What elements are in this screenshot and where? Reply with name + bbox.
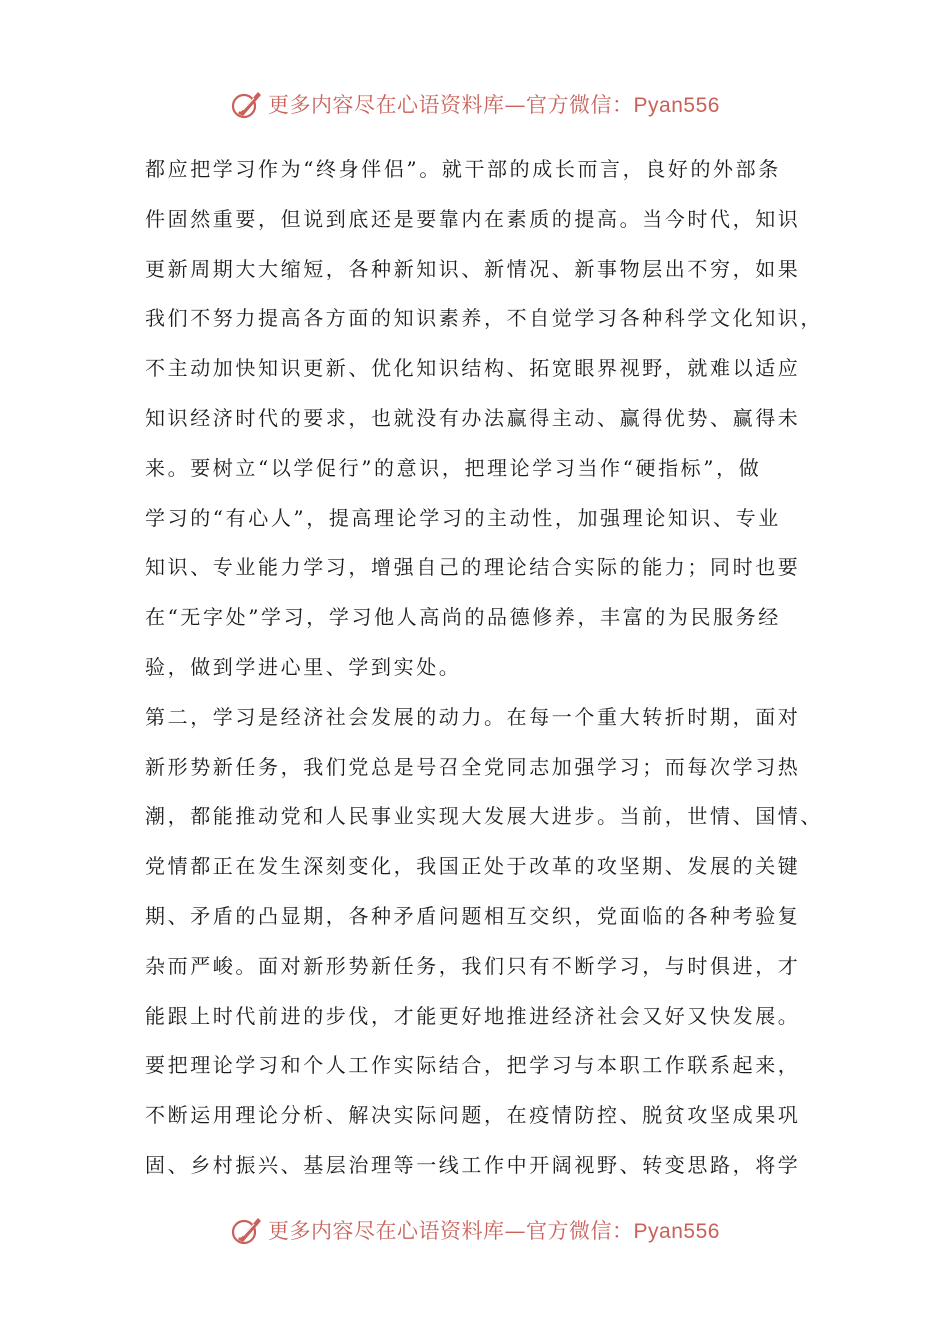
- header-watermark: [0, 84, 950, 124]
- text-line: 新形势新任务，我们党总是号召全党同志加强学习；而每次学习热: [145, 754, 801, 779]
- text-line: 件固然重要，但说到底还是要靠内在素质的提高。当今时代，知识: [145, 206, 801, 231]
- text-line: 期、矛盾的凸显期，各种矛盾问题相互交织，党面临的各种考验复: [145, 903, 801, 928]
- text-line: 不主动加快知识更新、优化知识结构、拓宽眼界视野，就难以适应: [145, 356, 801, 381]
- text-line: 知识经济时代的要求，也就没有办法赢得主动、赢得优势、赢得未: [145, 405, 801, 430]
- text-line: 知识、专业能力学习，增强自己的理论结合实际的能力；同时也要: [145, 555, 801, 580]
- watermark-text: 更多内容尽在心语资料库—官方微信：Pyan556: [268, 93, 720, 117]
- text-line: 党情都正在发生深刻变化，我国正处于改革的攻坚期、发展的关键: [145, 854, 801, 879]
- text-line: 要把理论学习和个人工作实际结合，把学习与本职工作联系起来，: [145, 1053, 801, 1078]
- text-line: 都应把学习作为“终身伴侣”。就干部的成长而言，良好的外部条: [145, 157, 781, 181]
- watermark-text: 更多内容尽在心语资料库—官方微信：Pyan556: [268, 1219, 720, 1243]
- footer-watermark: [0, 1210, 950, 1250]
- text-line: 固、乡村振兴、基层治理等一线工作中开阔视野、转变思路，将学: [145, 1152, 801, 1177]
- text-line: 验，做到学进心里、学到实处。: [145, 654, 462, 679]
- text-line: 学习的“有心人”，提高理论学习的主动性，加强理论知识、专业: [145, 505, 781, 530]
- text-line: 潮，都能推动党和人民事业实现大发展大进步。当前，世情、国情、: [145, 804, 823, 829]
- document-body: [145, 145, 825, 1191]
- text-line: 第二，学习是经济社会发展的动力。在每一个重大转折时期，面对: [145, 704, 801, 729]
- text-line: 来。要树立“以学促行”的意识，把理论学习当作“硬指标”，做: [145, 455, 762, 480]
- text-line: 不断运用理论分析、解决实际问题，在疫情防控、脱贫攻坚成果巩: [145, 1103, 801, 1128]
- text-line: 更新周期大大缩短，各种新知识、新情况、新事物层出不穷，如果: [145, 256, 801, 281]
- text-line: 能跟上时代前进的步伐，才能更好地推进经济社会又好又快发展。: [145, 1003, 801, 1028]
- quill-pen-logo-icon: [230, 1213, 264, 1247]
- quill-pen-logo-icon: [230, 87, 264, 121]
- text-line: 在“无字处”学习，学习他人高尚的品德修养，丰富的为民服务经: [145, 605, 781, 630]
- text-line: 我们不努力提高各方面的知识素养，不自觉学习各种科学文化知识，: [145, 306, 823, 331]
- text-line: 杂而严峻。面对新形势新任务，我们只有不断学习，与时俱进，才: [145, 953, 801, 978]
